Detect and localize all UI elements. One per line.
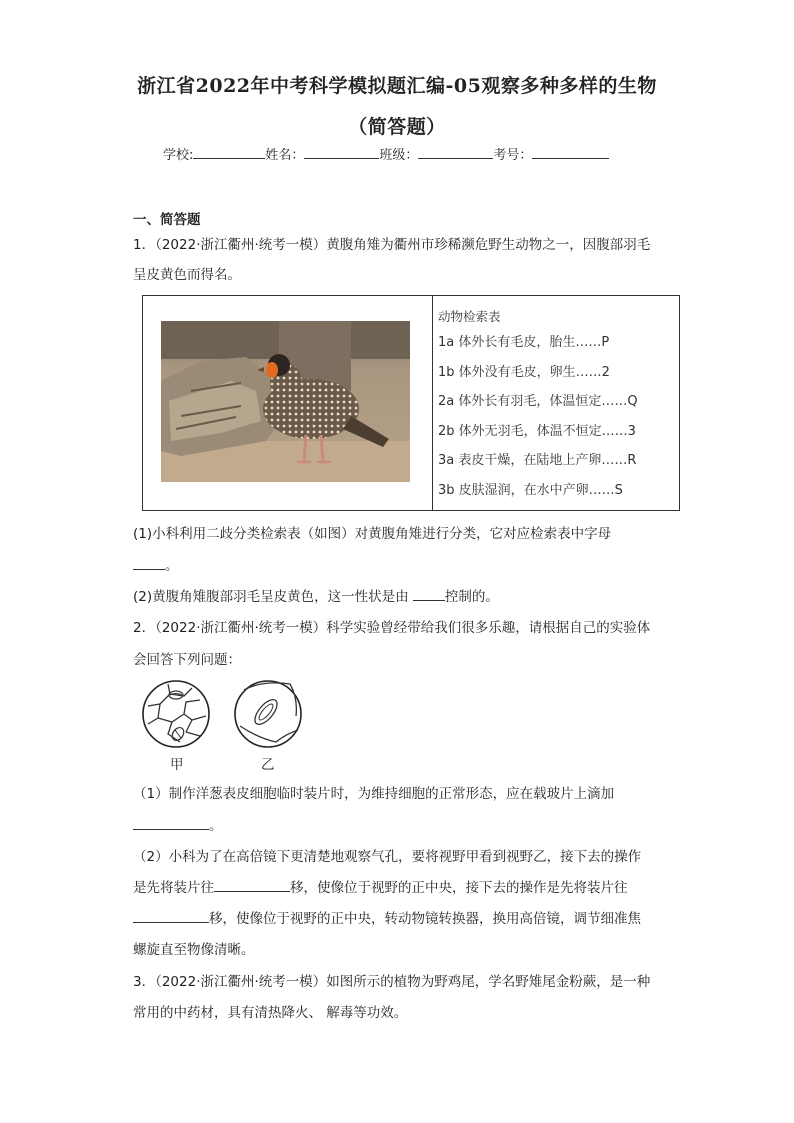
- key-item: 2a 体外长有羽毛，体温恒定……Q: [438, 394, 638, 409]
- q3-line2: 常用的中药材，具有清热降火、 解毒等功效。: [133, 1005, 408, 1021]
- key-item: 3a 表皮干燥，在陆地上产卵……R: [438, 453, 637, 468]
- key-item: 3b 皮肤湿润，在水中产卵……S: [438, 482, 623, 498]
- q2-sub1-line2: [133, 816, 223, 836]
- q2-line1: 2．（2022·浙江衢州·统考一模）科学实验曾经带给我们很多乐趣，请根据自己的实验体: [133, 620, 651, 636]
- document-title: 浙江省2022年中考科学模拟题汇编-05观察多种多样的生物: [137, 75, 657, 97]
- section-heading: 一、简答题: [133, 212, 201, 228]
- q1-line1: 1．（2022·浙江衢州·统考一模）黄腹角雉为衢州市珍稀濒危野生动物之一，因腹部羽毛: [133, 237, 651, 253]
- q1-sub1-blank[interactable]: [133, 556, 165, 570]
- q2-sub1-line1: （1）制作洋葱表皮细胞临时装片时，为维持细胞的正常形态，应在载玻片上滴加: [133, 786, 615, 802]
- key-item: 1b 体外没有毛皮，卵生……2: [438, 364, 610, 380]
- table-divider: [432, 296, 433, 510]
- q2-sub1-blank[interactable]: [133, 816, 209, 830]
- number-label: 考号：: [493, 148, 533, 163]
- q1-sub2-start: (2)黄腹角雉腹部羽毛呈皮黄色，这一性状是由: [133, 589, 413, 605]
- key-item: 1a 体外长有毛皮，胎生……P: [438, 335, 610, 350]
- document-subtitle: （简答题）: [348, 116, 446, 138]
- view-b-drawing: [235, 681, 301, 747]
- q1-sub2-blank[interactable]: [413, 587, 445, 601]
- school-label: 学校:: [163, 148, 194, 163]
- q3-line1: 3．（2022·浙江衢州·统考一模）如图所示的植物为野鸡尾，学名野雉尾金粉蕨，是一种: [133, 974, 651, 990]
- q1-sub2-end: 控制的。: [444, 589, 499, 605]
- key-title: 动物检索表: [438, 309, 501, 324]
- animal-key: [438, 304, 638, 505]
- q1-sub2: [133, 587, 499, 607]
- pheasant-photo-image: [161, 321, 410, 482]
- q2-sub1-end: 。: [209, 818, 223, 834]
- q2-sub2-line2-b: 移，使像位于视野的正中央，接下去的操作是先将装片往: [290, 880, 628, 896]
- q2-line2: 会回答下列问题：: [133, 652, 241, 668]
- q1-line2: 呈皮黄色而得名。: [133, 267, 241, 283]
- q2-sub2-line4: 螺旋直至物像清晰。: [133, 942, 255, 958]
- view-b-label: 乙: [261, 757, 275, 773]
- q2-sub2-line3: [133, 909, 641, 929]
- view-a-label: 甲: [170, 757, 184, 773]
- q2-sub2-line1: （2）小科为了在高倍镜下更清楚地观察气孔，要将视野甲看到视野乙，接下去的操作: [133, 849, 642, 865]
- name-blank[interactable]: [304, 146, 379, 159]
- q1-figure-table: [142, 295, 680, 511]
- q2-sub2-line3-text: 移，使像位于视野的正中央，转动物镜转换器，换用高倍镜，调节细准焦: [209, 911, 641, 927]
- class-label: 班级：: [379, 148, 419, 163]
- pheasant-photo: [161, 321, 410, 482]
- q2-sub2-blank2[interactable]: [133, 909, 209, 923]
- q1-sub1-line2: [133, 556, 179, 576]
- microscope-views-image: [140, 676, 310, 756]
- school-blank[interactable]: [193, 146, 265, 159]
- q1-sub1-line1: (1)小科利用二歧分类检索表（如图）对黄腹角雉进行分类，它对应检索表中字母: [133, 526, 612, 542]
- name-label: 姓名：: [265, 148, 305, 163]
- microscope-views: [140, 676, 310, 756]
- key-item: 2b 体外无羽毛，体温不恒定……3: [438, 423, 636, 439]
- number-blank[interactable]: [532, 146, 609, 159]
- class-blank[interactable]: [418, 146, 493, 159]
- q1-sub1-end: 。: [165, 558, 179, 574]
- q2-sub2-line2: [133, 878, 628, 898]
- q2-sub2-blank1[interactable]: [214, 878, 290, 892]
- view-a-drawing: [143, 681, 209, 747]
- student-info-line: [163, 144, 609, 163]
- q2-sub2-line2-a: 是先将装片往: [133, 880, 214, 896]
